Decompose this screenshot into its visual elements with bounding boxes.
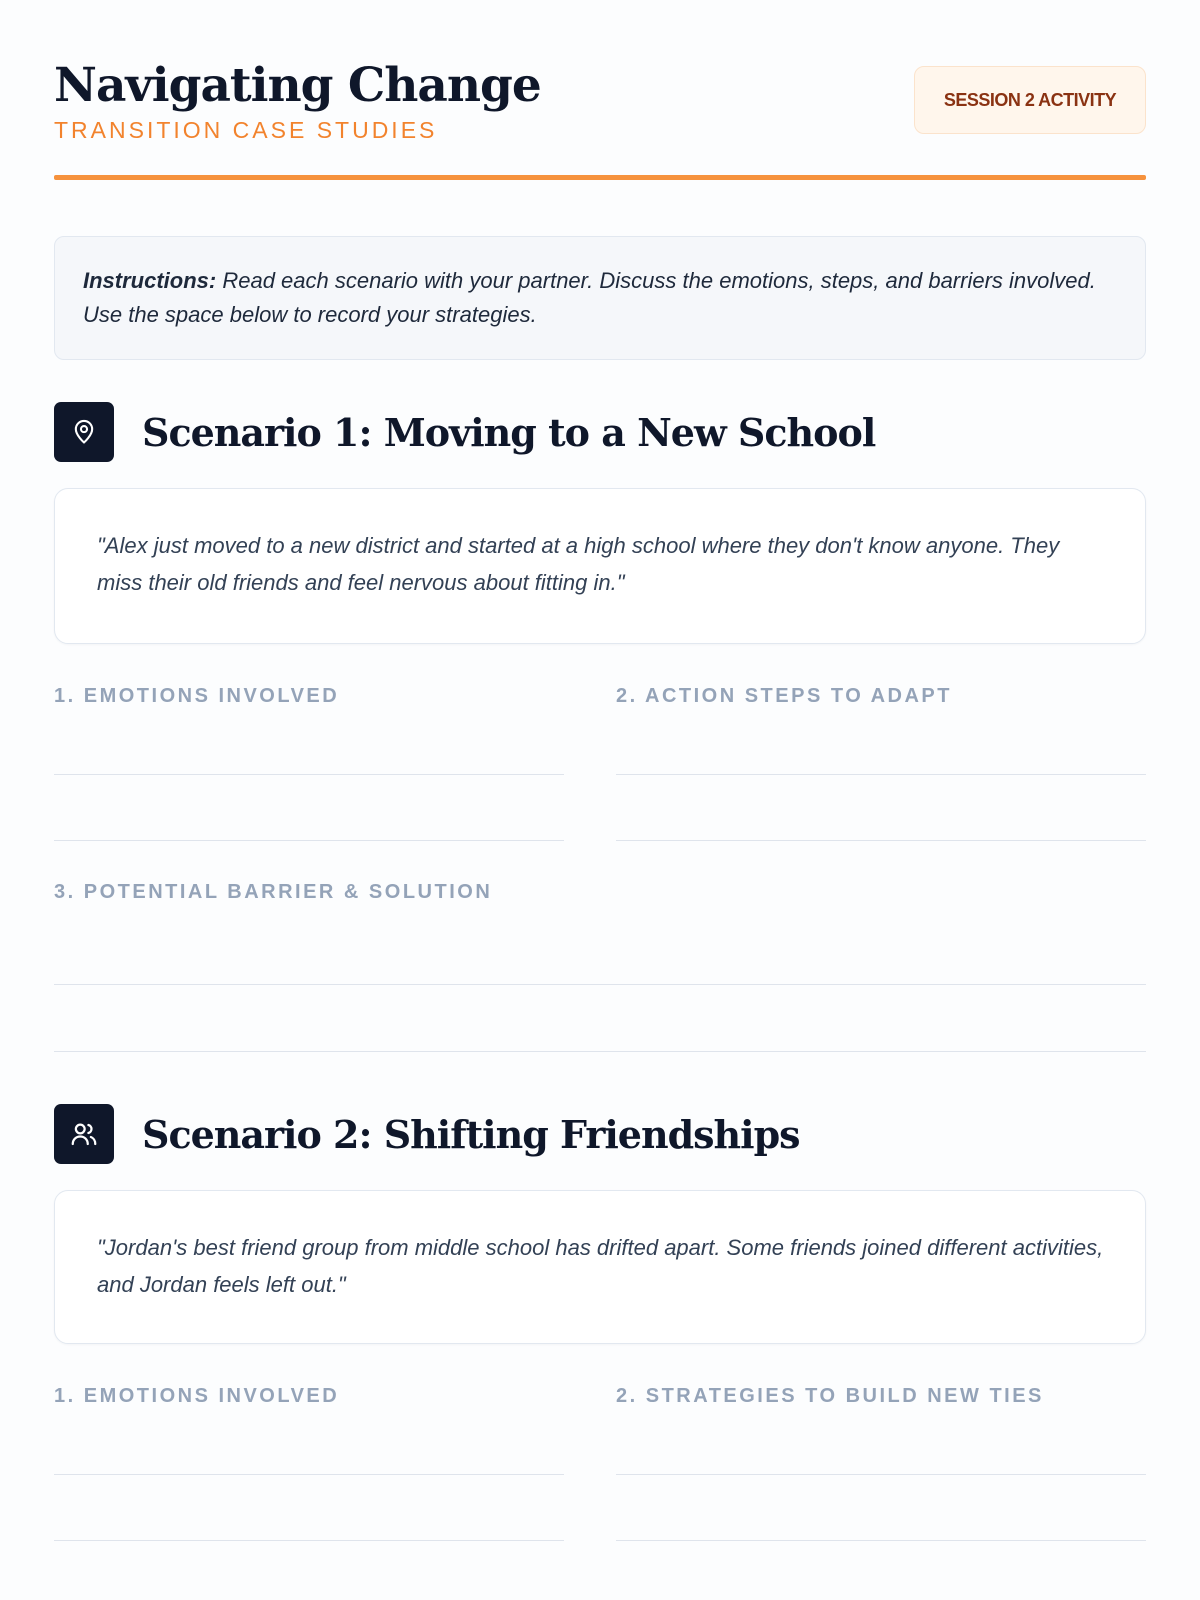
scenario-2-emotions-line-1[interactable] [54, 1474, 564, 1475]
scenario-1-emotions-line-1[interactable] [54, 774, 564, 775]
scenario-1-action-line-2[interactable] [616, 840, 1146, 841]
scenario-1-barrier-label: 3. POTENTIAL BARRIER & SOLUTION [54, 881, 493, 903]
scenario-2-strategies-label: 2. STRATEGIES TO BUILD NEW TIES [616, 1385, 1044, 1407]
users-icon [54, 1104, 114, 1164]
scenario-2-strategies-line-1[interactable] [616, 1474, 1146, 1475]
instructions-lead: Instructions: [83, 268, 217, 293]
scenario-1-emotions-label: 1. EMOTIONS INVOLVED [54, 685, 340, 707]
scenario-1-action-line-1[interactable] [616, 774, 1146, 775]
scenario-2-quote: "Jordan's best friend group from middle school has drifted apart. Some friends joined different activities, and Jordan feels left out." [54, 1190, 1146, 1344]
map-pin-icon [54, 402, 114, 462]
header-divider [54, 175, 1146, 180]
page-title: Navigating Change [54, 58, 541, 113]
scenario-2-header [54, 1104, 800, 1164]
scenario-1-title: Scenario 1: Moving to a New School [142, 409, 876, 455]
scenario-2-strategies-line-2[interactable] [616, 1540, 1146, 1541]
page-header [54, 0, 1146, 182]
session-badge: SESSION 2 ACTIVITY [914, 66, 1146, 134]
scenario-2-emotions-line-2[interactable] [54, 1540, 564, 1541]
page-subtitle: TRANSITION CASE STUDIES [54, 117, 438, 143]
scenario-1-barrier-line-2[interactable] [54, 1051, 1146, 1052]
scenario-1-header [54, 402, 875, 462]
scenario-2-emotions-label: 1. EMOTIONS INVOLVED [54, 1385, 340, 1407]
scenario-1-quote: "Alex just moved to a new district and started at a high school where they don't know anyone. They miss their old friends and feel nervous about fitting in." [54, 488, 1146, 644]
scenario-1-barrier-line-1[interactable] [54, 984, 1146, 985]
scenario-1-emotions-line-2[interactable] [54, 840, 564, 841]
scenario-1-action-steps-label: 2. ACTION STEPS TO ADAPT [616, 685, 952, 707]
scenario-2-title: Scenario 2: Shifting Friendships [142, 1111, 800, 1157]
instructions-box [54, 236, 1146, 360]
instructions-text: Read each scenario with your partner. Discuss the emotions, steps, and barriers involved. Use the space below to record your strategies. [83, 268, 1096, 327]
